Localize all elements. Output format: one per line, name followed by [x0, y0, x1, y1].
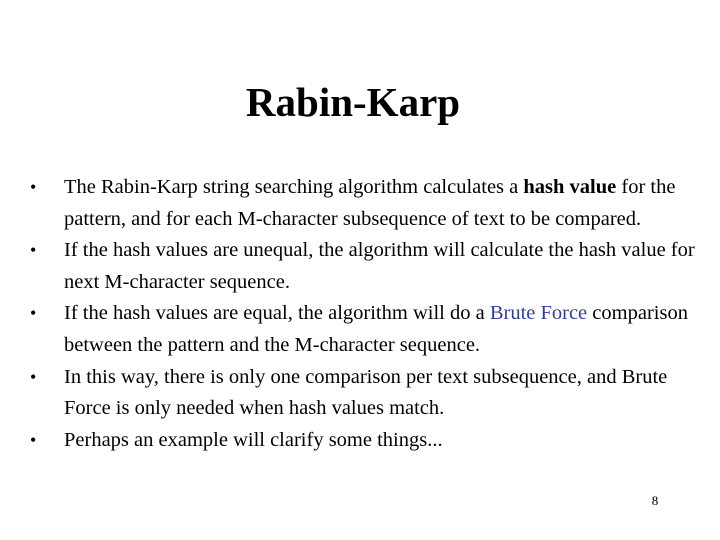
bullet-dot: • — [30, 240, 37, 261]
bullet-item-one-comparison — [30, 362, 718, 425]
bullet-dot: • — [30, 177, 37, 197]
bullet-text: for the pattern, and for each M-character subsequence of text to be compared. — [64, 176, 676, 230]
bullet-dot: • — [30, 366, 37, 387]
bullet-text: comparison between the pattern and the M-character sequence. — [64, 302, 688, 356]
bullet-item-equal — [30, 298, 718, 361]
slide-title: Rabin-Karp — [245, 79, 461, 125]
page-number: 8 — [651, 493, 659, 508]
bullet-text: In this way, there is only one comparison per text subsequence, and Brute Force is only needed when hash values match. — [64, 365, 668, 420]
bullet-dot: • — [30, 429, 37, 450]
bullet-text: If the hash values are equal, the algorithm will do a — [64, 302, 490, 325]
bullet-text: The Rabin-Karp string searching algorithm calculates a — [64, 176, 524, 198]
brute-force-link-text: Brute Force — [489, 302, 588, 325]
bullet-text: If the hash values are unequal, the algorithm will calculate the hash value for next M-character sequence. — [64, 239, 695, 293]
bullet-bold-term: hash value — [523, 176, 617, 198]
bullet-item-example — [30, 425, 718, 457]
bullet-list — [30, 172, 718, 456]
bullet-dot: • — [30, 303, 37, 324]
bullet-item-hash-value — [30, 172, 718, 235]
bullet-item-unequal — [30, 235, 718, 298]
bullet-text: Perhaps an example will clarify some things... — [64, 428, 443, 451]
